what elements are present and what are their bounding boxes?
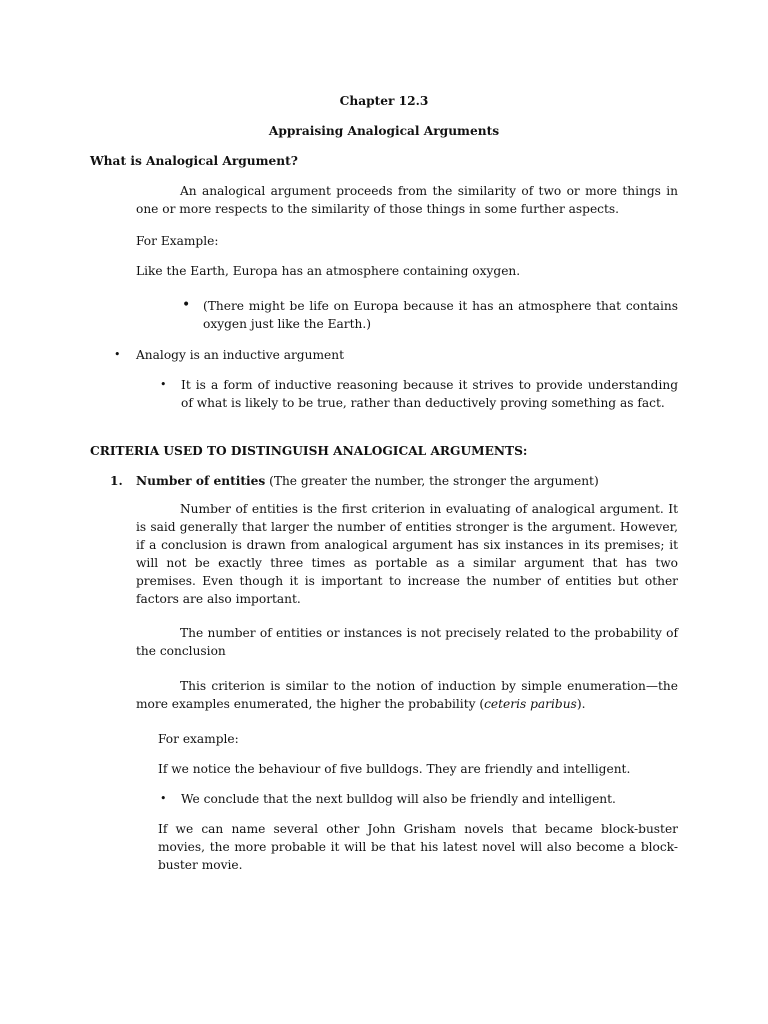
for-example-label: For Example: (136, 234, 219, 248)
criteria-heading: CRITERIA USED TO DISTINGUISH ANALOGICAL ARGUMENTS: (90, 444, 528, 458)
bullet-marker: • (114, 348, 121, 361)
list-number: 1. (110, 474, 123, 488)
example-sentence: Like the Earth, Europa has an atmosphere containing oxygen. (136, 264, 521, 278)
bulldog-conclusion: We conclude that the next bulldog will also be friendly and intelligent. (181, 792, 616, 806)
page-title: Appraising Analogical Arguments (268, 124, 500, 138)
bullet-marker: • (160, 792, 167, 805)
grisham-example: If we can name several other John Grisham novels that became block-buster movies, the more probable it will be that his latest novel will also become a block-buster movie. (158, 822, 678, 872)
criterion-1-title: Number of entities (136, 474, 266, 488)
paragraph-number-of-entities: Number of entities is the first criterion in evaluating of analogical argument. It is said generally that larger the number of entities stronger is the argument. However, if a conclusion is drawn from analogical argument has six instances in its premises; it will not be exactly three times as portable as a similar argument that has two premises. Even though it is important to increase the number of entities but other factors are also important. (136, 502, 678, 606)
intro-paragraph: An analogical argument proceeds from the similarity of two or more things in one or more respects to the similarity of those things in some further aspects. (136, 184, 678, 216)
bullet-marker: • (160, 378, 167, 391)
section-heading-what-is: What is Analogical Argument? (90, 154, 298, 168)
enumeration-text-end: ). (576, 697, 586, 711)
bulldog-example: If we notice the behaviour of five bulldogs. They are friendly and intelligent. (158, 762, 631, 776)
for-example-label-2: For example: (158, 732, 239, 746)
bullet-inductive-detail: It is a form of inductive reasoning because it strives to provide understanding of what is likely to be true, rather than deductively proving something as fact. (181, 378, 678, 410)
ceteris-paribus: ceteris paribus (484, 697, 577, 711)
bullet-marker: • (182, 297, 191, 313)
paragraph-probability: The number of entities or instances is not precisely related to the probability of the conclusion (136, 626, 678, 658)
paragraph-enumeration (136, 677, 678, 713)
criterion-1-note: (The greater the number, the stronger the argument) (269, 474, 599, 488)
example-bullet: (There might be life on Europa because it has an atmosphere that contains oxygen just like the Earth.) (203, 299, 678, 331)
bullet-inductive: Analogy is an inductive argument (136, 348, 344, 362)
enumeration-text: This criterion is similar to the notion of induction by simple enumeration—the more examples enumerated, the higher the probability ( (136, 679, 678, 711)
criterion-1-heading (136, 472, 599, 490)
chapter-number: Chapter 12.3 (339, 94, 429, 108)
